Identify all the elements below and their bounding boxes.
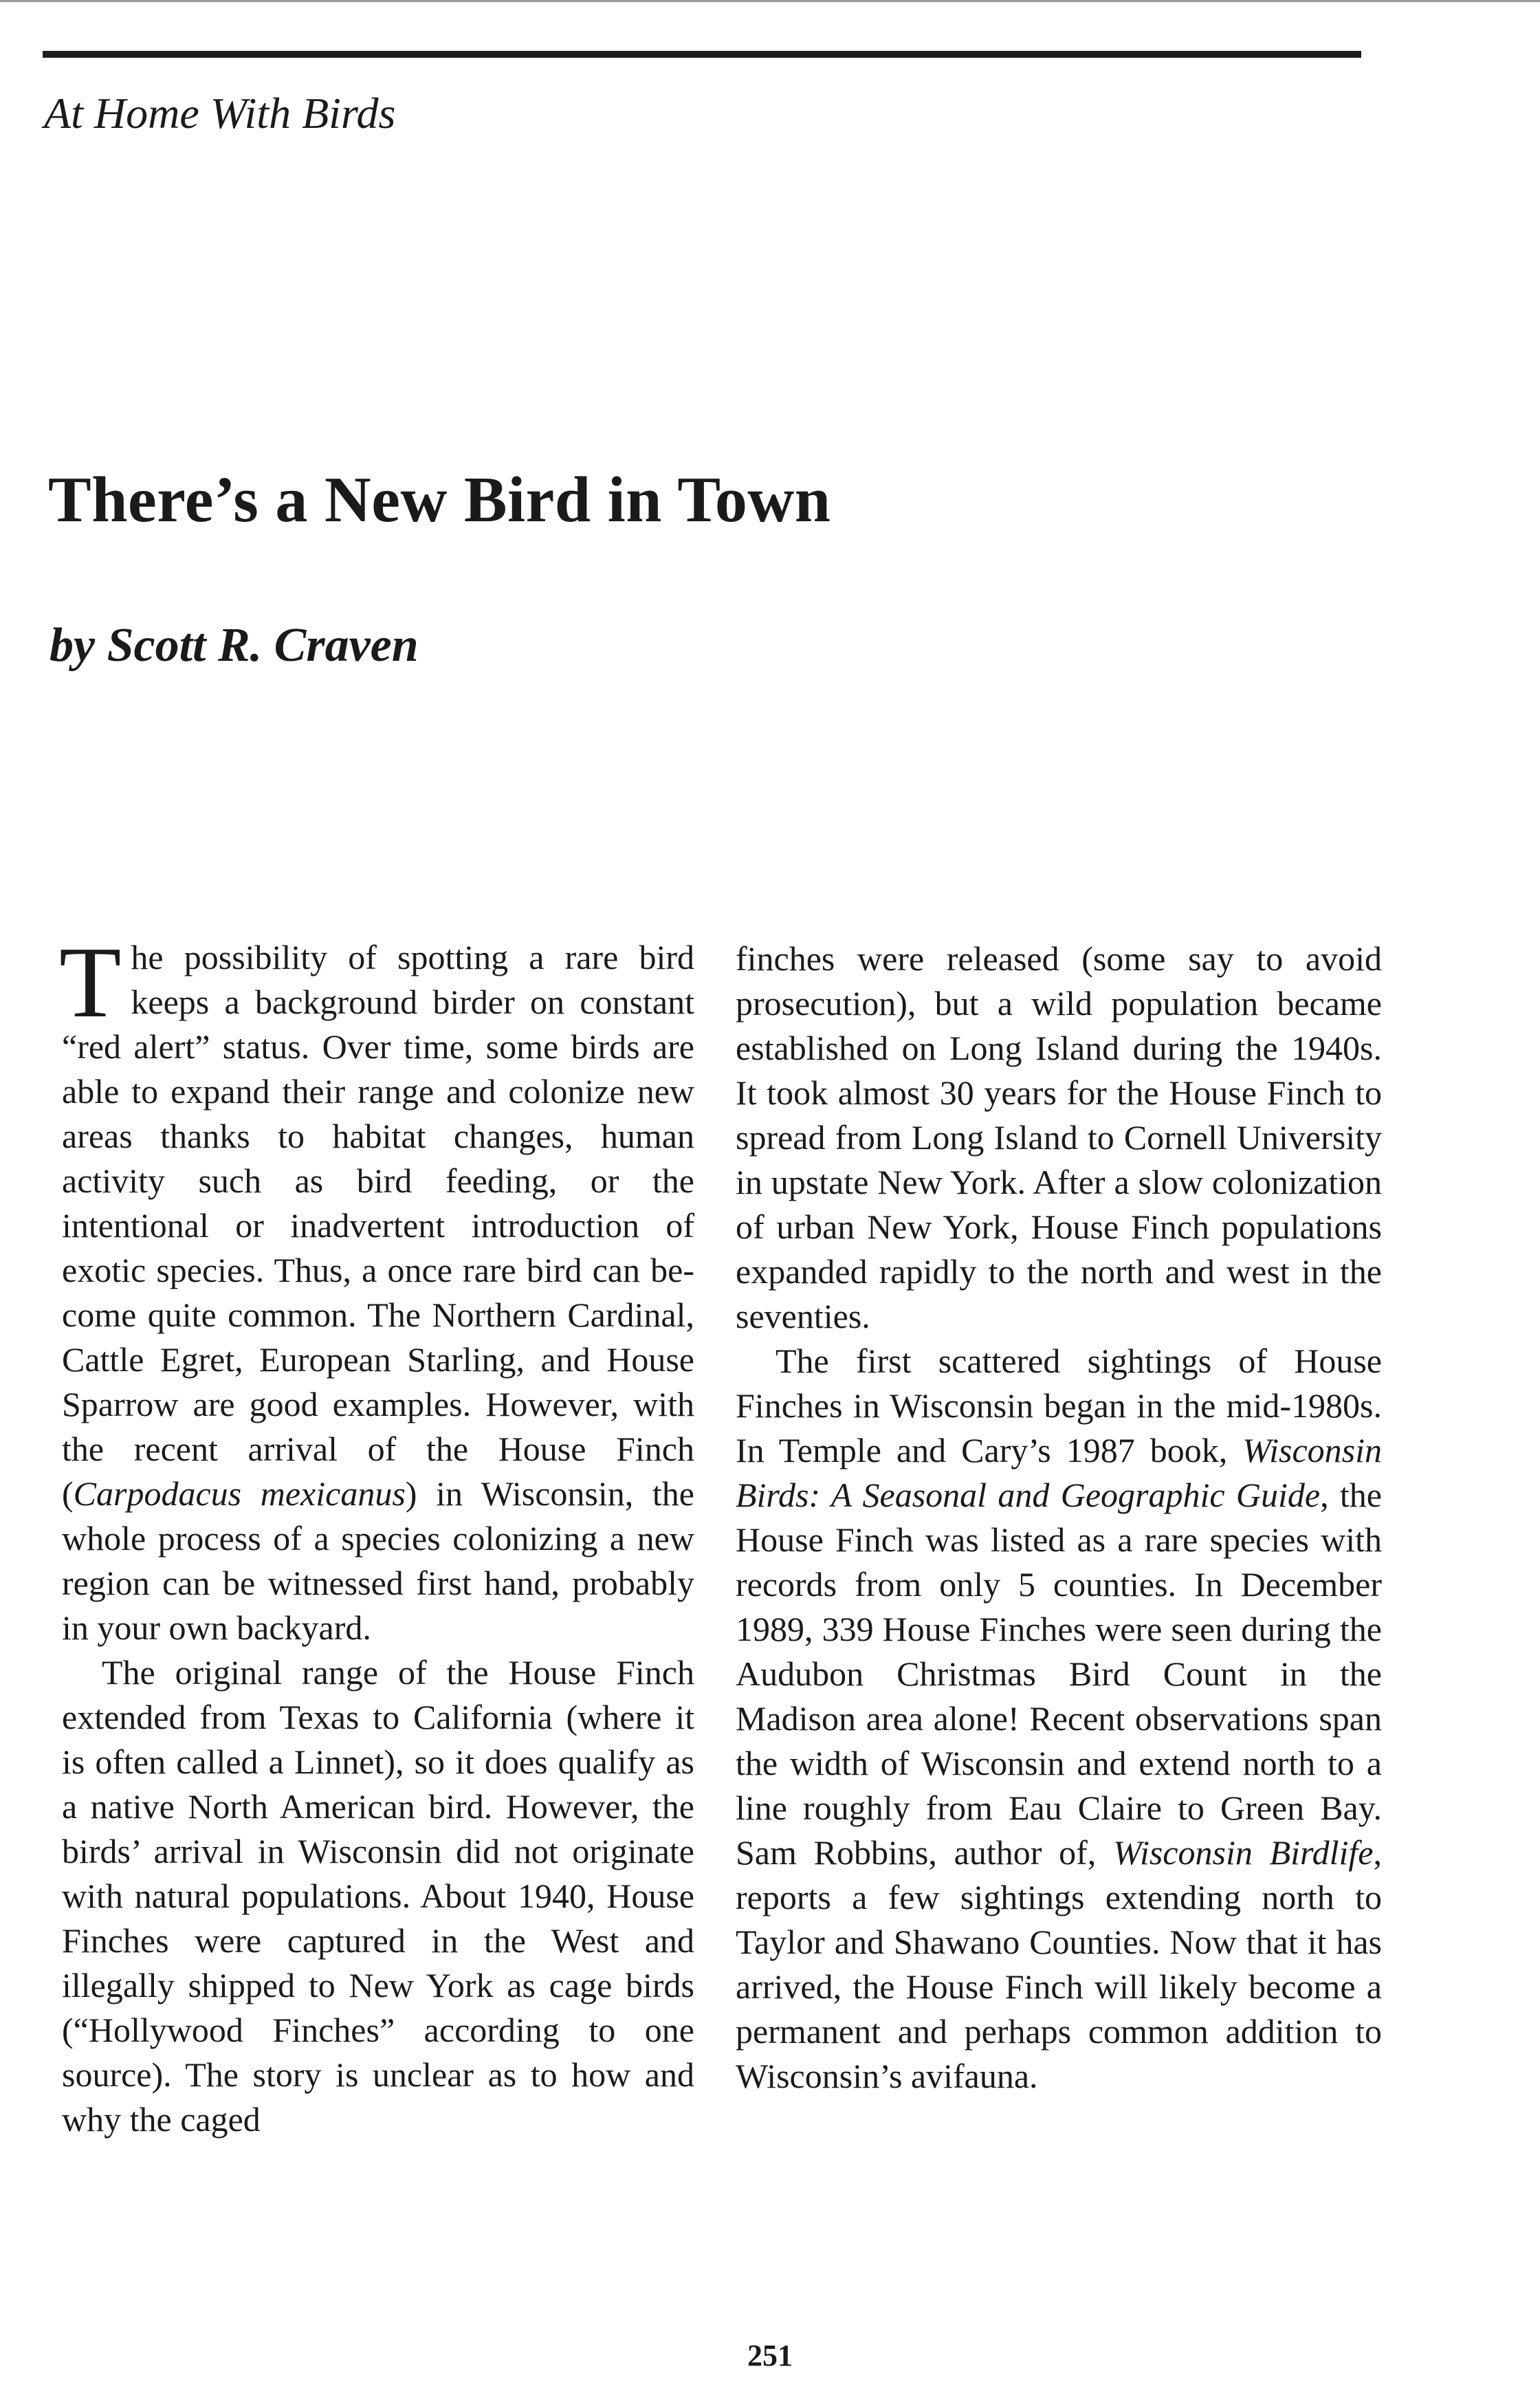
- page-number: 251: [747, 2339, 793, 2372]
- byline: by Scott R. Craven: [50, 619, 419, 672]
- paragraph-1: [59, 926, 694, 1650]
- left-column: [59, 926, 694, 2142]
- paragraph-2: The original range of the House Finch extended from Texas to California (where it is often called a Linnet), so it does qualify as a native North American bird. However, the birds’ arrival in Wisconsin did not originate with natural populations. About 1940, House Finches were captured in the West and illegally shipped to New York as cage birds (“Hollywood Finches” according to one source). The story is unclear as to how and why the caged: [62, 1653, 694, 2139]
- paragraph-4-text-c: , reports a few sightings extending north to Taylor and Shawano Counties. Now that it has arrived, the House Finch will likely become a permanent and perhaps common addition to Wisconsin’s avifauna.: [736, 1833, 1382, 2095]
- paragraph-4-text-a: The first scattered sightings of House Finches in Wisconsin began in the mid-1980s. In Temple and Cary’s 1987 book,: [736, 1342, 1382, 1469]
- top-edge-rule: [0, 0, 1540, 2]
- paragraph-3: finches were released (some say to avoid prosecution), but a wild population became established on Long Island during the 1940s. It took almost 30 years for the House Finch to spread from Long Island to Cornell University in upstate New York. After a slow colonization of urban New York, House Finch populations expanded rapidly to the north and west in the seventies.: [736, 939, 1382, 1335]
- paragraph-4-text-b: , the House Finch was listed as a rare species with records from only 5 counties. In December 1989, 339 House Finches were seen during the Audubon Christmas Bird Count in the Madison area alone! Recent observations span the width of Wisconsin and extend north to a line roughly from Eau Claire to Green Bay. Sam Robbins, author of,: [736, 1476, 1382, 1872]
- drop-cap: T: [59, 926, 122, 1039]
- book-title-wisconsin-birds: Wisconsin Birds: A Seasonal and Geographic Guide: [736, 1431, 1382, 1514]
- paragraph-1-text-b: ) in Wisconsin, the whole process of a species colonizing a new region can be witnessed first hand, probably in your own backyard.: [62, 1474, 694, 1647]
- section-title: At Home With Birds: [44, 89, 396, 138]
- article-title: There’s a New Bird in Town: [48, 464, 831, 536]
- scientific-name: Carpodacus mexicanus: [73, 1474, 406, 1513]
- paragraph-1-text-a: he possibility of spotting a rare bird keeps a background birder on constant “red alert” status. Over time, some birds are able to expand their range and colonize new areas thanks to habitat changes, human activity such as bird feeding, or the intentional or inadvertent introduction of exotic species. Thus, a once rare bird can become quite common. The Northern Cardinal, Cattle Egret, European Starling, and House Sparrow are good examples. However, with the recent arrival of the House Finch (: [62, 938, 694, 1513]
- header-rule: [43, 51, 1361, 58]
- book-title-wisconsin-birdlife: Wisconsin Birdlife: [1113, 1833, 1374, 1872]
- paragraph-4: [736, 1339, 1382, 2099]
- right-column: [736, 937, 1382, 2099]
